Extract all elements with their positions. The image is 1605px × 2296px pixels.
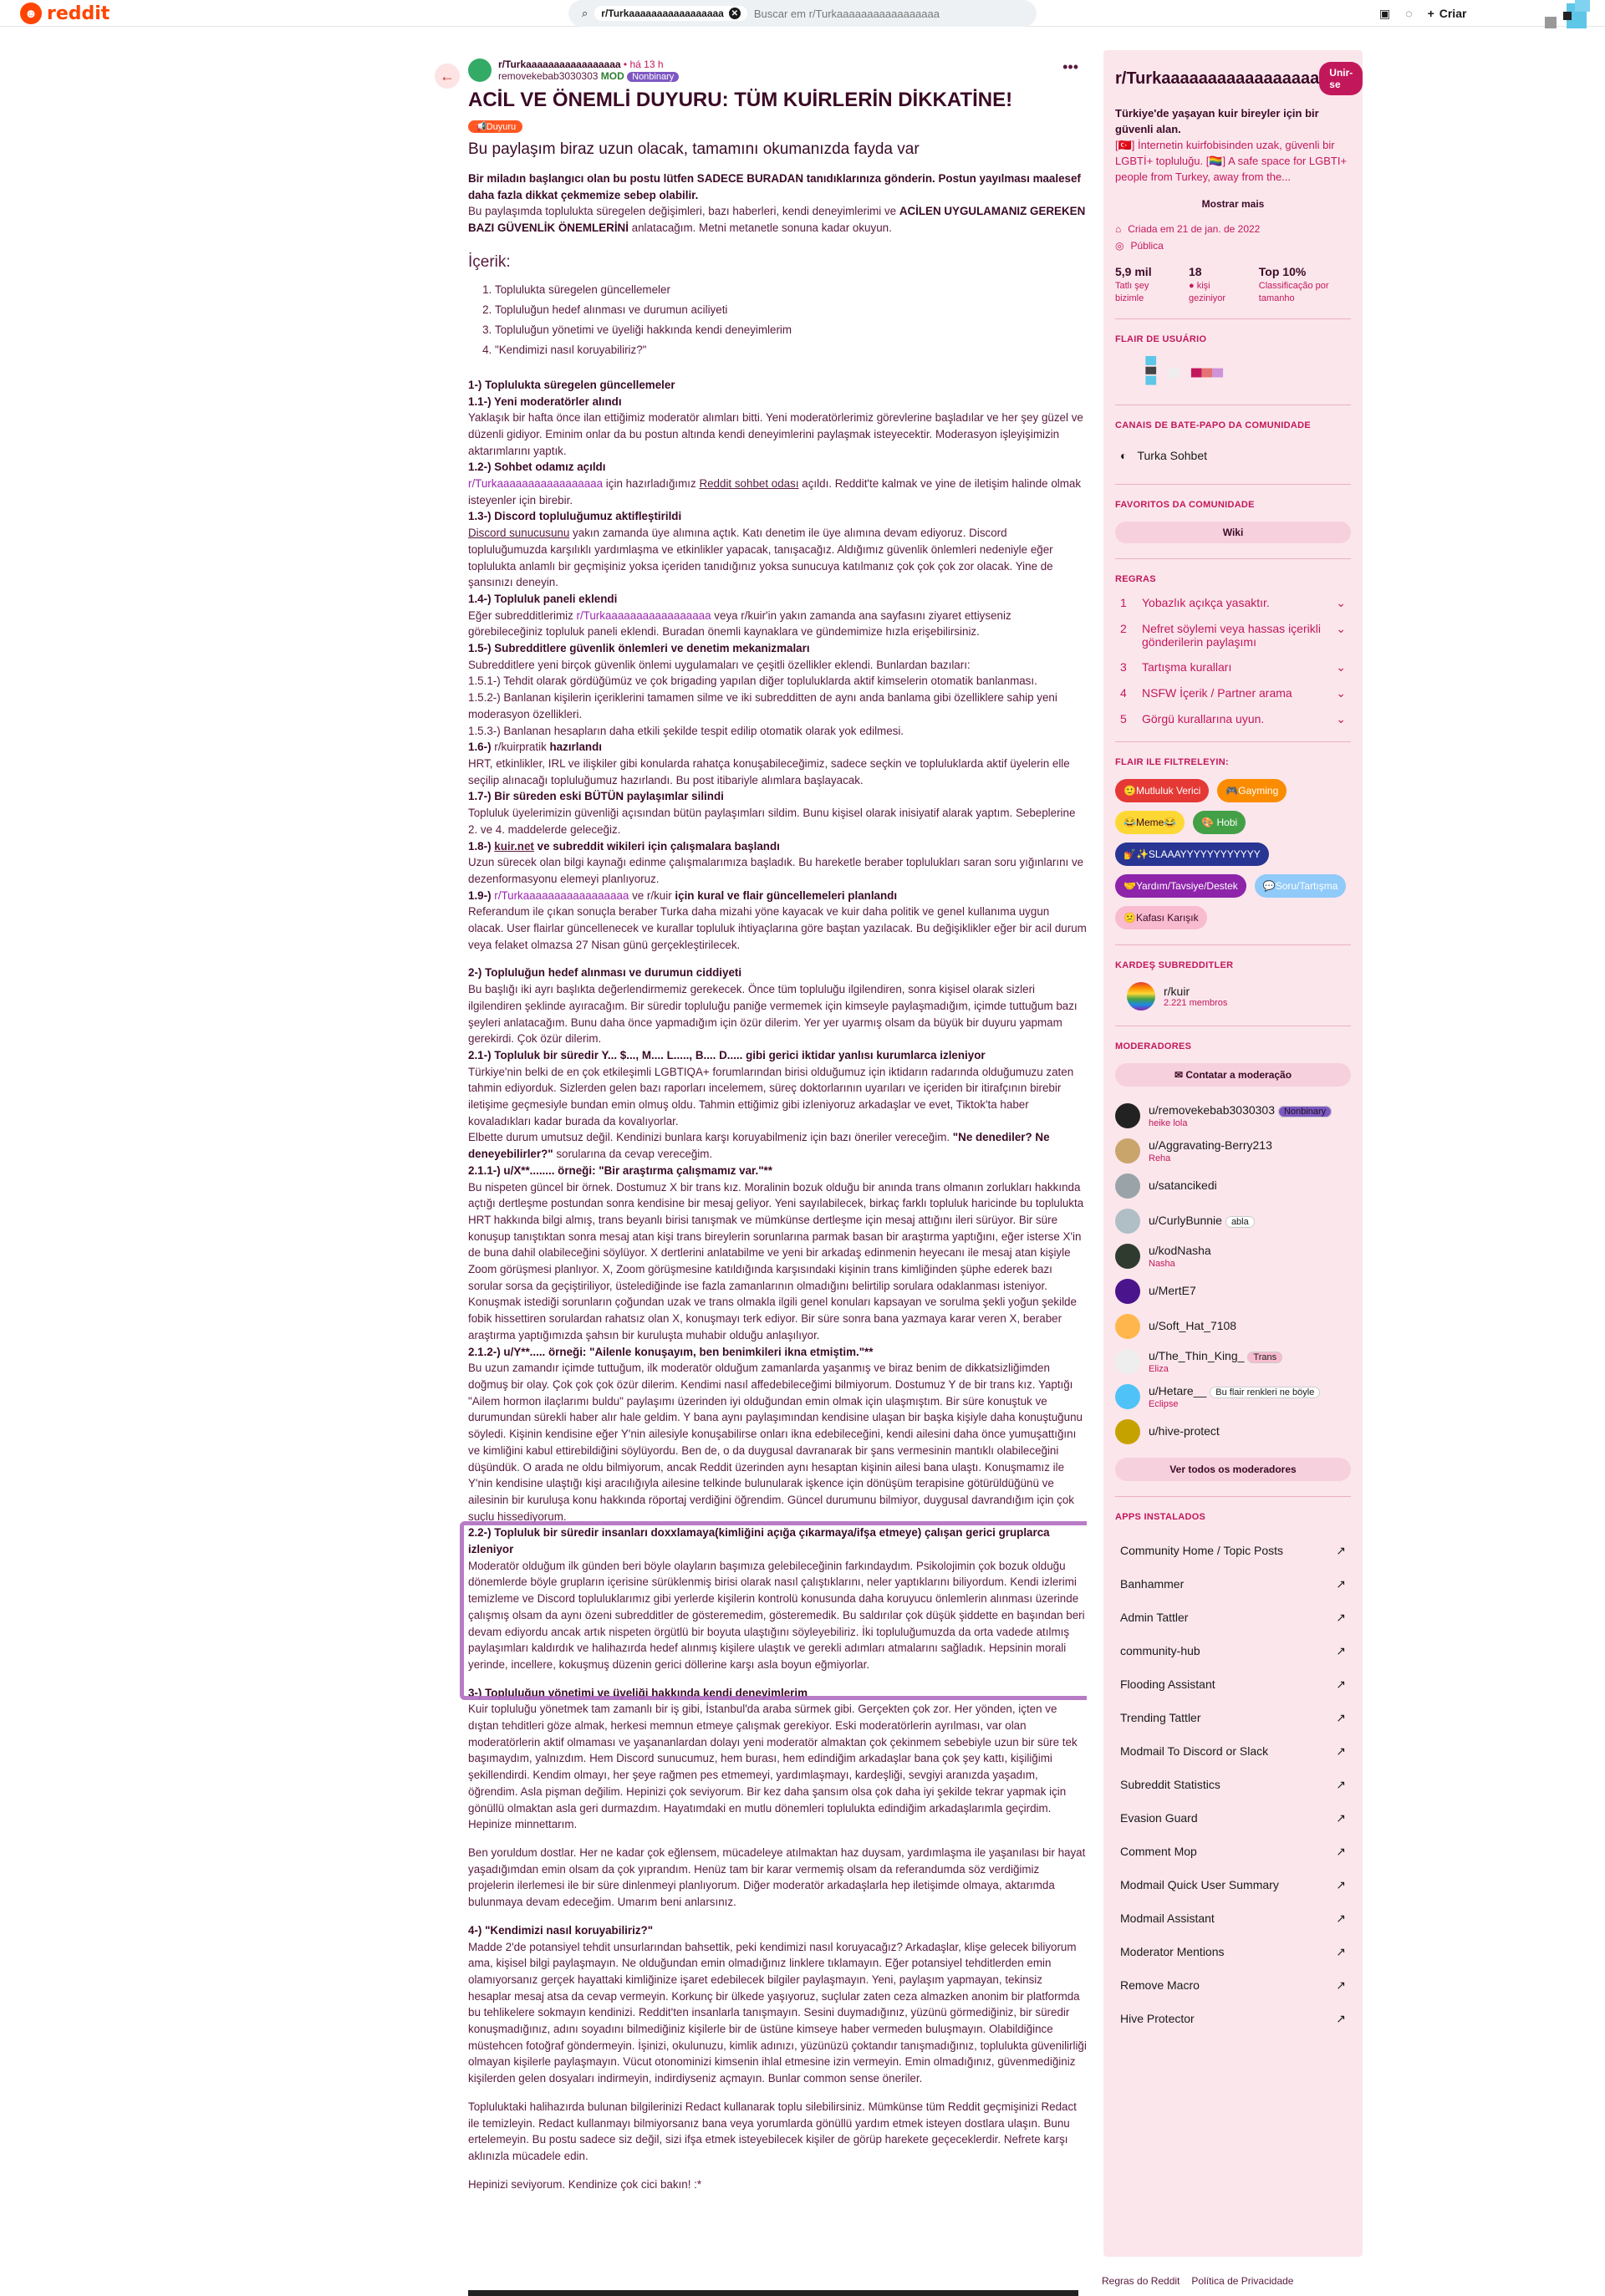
reddit-alien-icon: ☻ [20, 3, 42, 24]
section-text: 1.5.3-) Banlanan hesapların daha etkili şekilde tespit edilip otomatik olarak yok edilmesi. [468, 724, 904, 737]
stat-label: ● kişi geziniyor [1189, 281, 1226, 303]
installed-app-name: Flooding Assistant [1120, 1677, 1215, 1691]
section-text: Topluluktaki halihazırda bulunan bilgilerinizi Redact kullanarak toplu silebilirsiniz. Mümkünse tüm Reddit geçmişinizi Redact ile temizleyin. Redact kullanmayı bilmiyorsanız bana veya yorumlarda gönüllü yardım etmek isteyen dostlara ulaşın. Bunu ertelemeyin. Bu postu sadece siz değil, sizi ifşa etmek isteyebilecek kişiler de görüp harekete geçeceklerdir. Nefrete karşı aklınızla mücadele edin. [468, 2100, 1077, 2162]
section-text: açıldı. Reddit'te kalmak ve yine de iletişim halinde olmak isteyenler için birebir. [468, 477, 1082, 507]
chevron-down-icon: ⌄ [1336, 596, 1346, 609]
chat-channel-item[interactable] [1115, 442, 1351, 469]
moderator-name: u/removekebab3030303 [1149, 1103, 1276, 1117]
moderator-name: u/Hetare__ [1149, 1384, 1207, 1397]
external-link-icon: ↗ [1336, 1744, 1346, 1758]
installed-app-name: Moderator Mentions [1120, 1945, 1225, 1958]
sister-subreddit-name: r/kuir [1164, 985, 1190, 998]
community-name[interactable]: r/Turkaaaaaaaaaaaaaaaaa [1115, 69, 1320, 88]
intro-text: Bu paylaşımda toplulukta süregelen değişimleri, bazı haberleri, kendi deneyimlerimi ve [468, 205, 899, 218]
rule-text: Görgü kurallarına uyun. [1142, 712, 1265, 725]
stat-members [1115, 265, 1170, 303]
section-heading: 1.1-) Yeni moderatörler alındı [468, 395, 622, 408]
installed-app-name: community-hub [1120, 1644, 1200, 1657]
more-options-icon[interactable]: ••• [1062, 59, 1078, 75]
sister-subreddit-members: 2.221 membros [1164, 998, 1228, 1008]
chevron-down-icon: ⌄ [1336, 622, 1346, 635]
join-button[interactable]: Unir-se [1319, 62, 1363, 95]
reddit-rules-link[interactable]: Regras do Reddit [1102, 2275, 1180, 2287]
cake-icon: ⌂ [1115, 223, 1122, 235]
installed-app-name: Admin Tattler [1120, 1611, 1189, 1624]
moderator-item[interactable] [1115, 1414, 1351, 1449]
external-link-icon: ↗ [1336, 2011, 1346, 2025]
chevron-down-icon: ⌄ [1336, 712, 1346, 725]
search-input[interactable]: Buscar em r/Turkaaaaaaaaaaaaaaaaa [753, 7, 940, 20]
subreddit-link[interactable]: r/Turkaaaaaaaaaaaaaaaaa [576, 608, 711, 622]
section-text: için hazırladığımız [603, 477, 700, 491]
rules-heading: REGRAS [1115, 574, 1156, 584]
flair-filter-list [1115, 779, 1351, 929]
installed-app-name: Modmail Quick User Summary [1120, 1878, 1279, 1891]
chat-room-link[interactable]: Reddit sohbet odası [699, 477, 799, 491]
section-text: Topluluk üyelerimizin güvenliği açısından bütün paylaşımları sildim. Bunu kişisel olarak inisiyatif alarak yaptım. Sebeplerine 2. ve 4. maddelerde geleceğiz. [468, 807, 1076, 836]
privacy-policy-link[interactable]: Política de Privacidade [1191, 2275, 1294, 2287]
rule-number: 3 [1120, 660, 1127, 674]
search-bar[interactable] [568, 0, 1037, 27]
moderator-avatar [1115, 1103, 1140, 1128]
divider [1115, 558, 1351, 559]
stat-label: Tatlı şey bizimle [1115, 281, 1149, 303]
external-link-icon: ↗ [1336, 1777, 1346, 1791]
installed-apps-list [1115, 1534, 1351, 2035]
section-text: yakın zamanda üye alımına açtık. Katı denetim ile üye alımına devam ediyoruz. Discord topluluğumuzda karşılıklı yardımlaşma ve etkinlikler yapacak, tanışacağız. Aldığımız güvenlik önlemleri nedeniyle eğer toplulukta anlamlı bir geçmişiniz yoksa içeriden tanıdığınız yoksa sunucuya katılmanız çok çok çok zor olacak. Yine de şansınızı deneyin. [468, 527, 1053, 589]
moderator-avatar [1115, 1244, 1140, 1269]
plus-icon: + [1427, 7, 1434, 20]
rule-number: 4 [1120, 686, 1127, 700]
chevron-down-icon: ⌄ [1336, 660, 1346, 674]
top-header [0, 0, 1605, 27]
intro-emphasis: ACİLEN UYGULAMANIZ GEREKEN BAZI GÜVENLİK ÖNEMLERİNİ [468, 205, 1086, 235]
installed-app-item[interactable] [1120, 1901, 1346, 1935]
subreddit-icon [1127, 982, 1155, 1011]
flair-filter-chip[interactable]: 💅✨SLAAAYYYYYYYYYYYY [1115, 843, 1269, 866]
stat-label: Classificação por tamanho [1258, 281, 1329, 303]
installed-app-item[interactable] [1120, 1534, 1346, 1567]
installed-app-item[interactable] [1120, 1734, 1346, 1768]
section-heading: hazırlandı [546, 741, 603, 754]
toc-item: 1. Toplulukta süregelen güncellemeler [495, 280, 1087, 300]
section-text: HRT, etkinlikler, IRL ve ilişkiler gibi konularda rahatça konuşabileceğimiz, sadece seçkin ve topluluklarda aktif üyelerin elle seçilip alınacağı topluluğumuz hazırlandı. Bu post itibariyle alımlara başlayacak. [468, 756, 1070, 787]
section-heading: 1.6-) [468, 741, 495, 754]
close-icon[interactable]: ✕ [729, 8, 741, 19]
chat-channel-name: Turka Sohbet [1137, 449, 1207, 462]
post-time: • há 13 h [623, 59, 664, 70]
moderator-flair-text: heike lola [1149, 1118, 1188, 1128]
external-link-icon: ↗ [1336, 1877, 1346, 1891]
created-date-text: Criada em 21 de jan. de 2022 [1128, 223, 1261, 235]
section-heading: 1.8-) [468, 839, 495, 853]
installed-app-item[interactable] [1120, 1567, 1346, 1601]
moderator-name: u/satancikedi [1149, 1179, 1217, 1192]
subreddit-avatar[interactable] [468, 59, 492, 82]
external-link-icon: ↗ [1336, 1911, 1346, 1925]
external-link-icon: ↗ [1336, 1543, 1346, 1557]
toc-item: 2. Topluluğun hedef alınması ve durumun aciliyeti [495, 300, 1087, 320]
stat-value: 5,9 mil [1115, 265, 1152, 278]
rule-text: NSFW İçerik / Partner arama [1142, 686, 1292, 700]
sister-subreddit-item[interactable] [1127, 982, 1351, 1011]
installed-app-name: Modmail To Discord or Slack [1120, 1744, 1269, 1758]
contact-mods-button[interactable]: ✉ Contatar a moderação [1115, 1063, 1351, 1087]
installed-app-item[interactable] [1120, 1634, 1346, 1667]
section-heading: 1-) Toplulukta süregelen güncellemeler [468, 378, 675, 391]
moderator-flair-text: Nasha [1149, 1259, 1175, 1269]
section-heading: 1.5-) Subredditlere güvenlik önlemleri ve denetim mekanizmaları [468, 642, 810, 655]
rule-item[interactable] [1120, 686, 1346, 700]
moderator-flair-text: Eclipse [1149, 1399, 1179, 1409]
installed-apps-heading: APPS INSTALADOS [1115, 1512, 1206, 1522]
flair-filter-chip[interactable]: 🤝Yardım/Tavsiye/Destek [1115, 874, 1246, 898]
installed-app-item[interactable] [1120, 1835, 1346, 1868]
section-heading: 1.4-) Topluluk paneli eklendi [468, 592, 618, 605]
moderators-heading: MODERADORES [1115, 1041, 1192, 1051]
flair-filter-chip[interactable]: 💬Soru/Tartışma [1255, 874, 1347, 898]
subreddit-link[interactable]: r/Turkaaaaaaaaaaaaaaaaa [494, 888, 629, 902]
sister-subreddits-heading: KARDEŞ SUBREDDITLER [1115, 960, 1234, 970]
divider [1115, 318, 1351, 319]
divider [1115, 1496, 1351, 1497]
closing-text: Hepinizi seviyorum. Kendinize çok cici bakın! :* [468, 2177, 702, 2191]
divider [1115, 944, 1351, 945]
section-text: Bu nispeten güncel bir örnek. Dostumuz X bir trans kız. Moralinin bozuk olduğu bir anında trans olmanın zorlukları hakkında açtığı dertleşme postundan sonra kendisine bir mesaj geliyor. Yeni sayılabilecek, birkaç farklı topluluk haricinde bu toplulukta HRT hakkında bilgi almış, trans beyanlı birisi tanışmak ve mümkünse dertleşme için mesaj attığını ileri sürüyor. Bir süre konuşup tanıştıktan sonra mesaj atan kişi trans bireylerin sorunlarına parmak basan bir araştırma yaptığını, eğer isterse X'in de buna dahil olabileceğini söylüyor. X dertlerini anlatabilme ve yeni bir arkadaş edinmenin heyecanı ile mesaj atan kişiyle Zoom görüşmesi planlıyor. X, Zoom görüşmesine katıldığında karşısındaki kişinin trans kimliğinden şüphe ederek bazı sorular sorsa da geçiştiriliyor, üstelediğinde ise fazla zamanlarının olmadığını belirtilip sorulara odaklanması isteniyor. Konuşmak istediği sorunların çoğundan uzak ve trans olmakla ilgili genel konuları kapsayan ve sorulma şekli yoğun şekilde fobik hissettiren sorulardan rahatsız olan X, konuşmayı terk ediyor. Bir süre sonra bana yazmaya karar veren X, beraber araştırma yaptığımızda şahsın bir kuruluşta muhabir olduğu anlaşılıyor. [468, 1180, 1084, 1341]
external-link-icon: ↗ [1336, 1810, 1346, 1825]
section-heading: 1.7-) Bir süreden eski BÜTÜN paylaşımlar silindi [468, 790, 724, 803]
moderator-item[interactable] [1115, 1344, 1351, 1379]
installed-app-name: Banhammer [1120, 1577, 1185, 1591]
moderator-avatar [1115, 1314, 1140, 1339]
post-meta [468, 59, 1087, 82]
section-heading: 1.2-) Sohbet odamız açıldı [468, 461, 606, 474]
chevron-down-icon: ⌄ [1336, 686, 1346, 700]
installed-app-item[interactable] [1120, 1601, 1346, 1634]
flair-filter-heading: FLAIR ILE FILTRELEYIN: [1115, 757, 1229, 767]
rule-item[interactable] [1120, 660, 1346, 675]
kuir-net-link[interactable]: kuir.net [494, 839, 534, 853]
moderator-flair-badge: Bu flair renkleri ne böyle [1210, 1387, 1320, 1398]
stat-value: 18 [1189, 265, 1202, 278]
rule-text: Nefret söylemi veya hassas içerikli gönderilerin paylaşımı [1142, 622, 1321, 649]
section-heading: 4-) "Kendimizi nasıl koruyabiliriz?" [468, 1923, 654, 1937]
installed-app-item[interactable] [1120, 1667, 1346, 1701]
moderator-name: u/Soft_Hat_7108 [1149, 1319, 1237, 1332]
section-heading: 3-) Topluluğun yönetimi ve üyeliği hakkında kendi deneyimlerim [468, 1686, 808, 1699]
section-text: Bu uzun zamandır içimde tuttuğum, ilk moderatör olduğum zamanlarda yaşanmış ve biraz benim de dikkatsizliğimden doğmuş bir olay. Çok çok çok özür dilerim. Kendimi nasıl affedebileceğimi bilmiyorum. Dostumuz Y de bir trans kız. Yaptığı "Ailem hormon ilaçlarımı buldu" paylaşımı üzerinden iyi olduğundan emin olmak için ulaşmıştım. Bir süre konuştuk ve durumundan sürekli haber alır hale geldim. Y bana aynı paylaşımından kendisine ulaşan bir başka kişiyle daha konuştuğunu söyledi. Kişinin kendisine eğer Y'nin ailesiyle konuşabilirse onları ikna edebileceğini, kendi ailesini daha önce yumuşattığını ve kimliğini kabul ettirebildiğini söylüyordu. Ben de, o da duygusal davranarak bir şans vermesinin mantıklı olabileceğini düşündük. O arada ne oldu bilmiyorum, ancak Reddit üzerinden aynı hesaptan kişinin ailesi bana ulaştı. Konuşmamız ile Y'nin kendisine ulaştığı kişi aracılığıyla ailesine telkinde bulunularak işkence için dönüşüm terapisine götürüldüğünü ve ailesinin bir kuruluşa konu hakkında röportaj verdiğini öğrendim. Güncel durumunu bilmiyor, duygusal davrandığım için çok suçlu hissediyorum. [468, 1362, 1083, 1523]
flair-filter-chip[interactable]: 🎮Gayming [1217, 779, 1287, 802]
installed-app-item[interactable] [1120, 2002, 1346, 2035]
section-heading: için kural ve flair güncellemeleri planlandı [675, 888, 898, 902]
toc-title: İçerik: [468, 252, 511, 271]
toc-item: 3. Topluluğun yönetimi ve üyeliği hakkında kendi deneyimlerim [495, 320, 1087, 340]
chat-channels-heading: CANAIS DE BATE-PAPO DA COMUNIDADE [1115, 420, 1311, 430]
moderator-item[interactable] [1115, 1133, 1351, 1168]
moderator-name: u/CurlyBunnie [1149, 1214, 1222, 1227]
visibility [1115, 240, 1351, 252]
post-body [468, 171, 1087, 2192]
installed-app-item[interactable] [1120, 1768, 1346, 1801]
rule-number: 2 [1120, 622, 1127, 635]
post-area [426, 50, 1087, 2296]
divider [1115, 484, 1351, 485]
kuirpratik-link[interactable]: r/kuirpratik [494, 741, 547, 754]
section-heading: 2.1-) Topluluk bir süredir Y... $..., M.... L....., B.... D..... gibi gerici iktidar yanlısı kurumlarca izleniyor [468, 1048, 986, 1061]
section-text: Eğer subredditlerimiz [468, 608, 577, 622]
chat-bubble-icon: ◐ [1120, 449, 1128, 462]
rule-item[interactable] [1120, 712, 1346, 726]
external-link-icon: ↗ [1336, 1677, 1346, 1691]
moderator-avatar [1115, 1419, 1140, 1444]
installed-app-item[interactable] [1120, 1868, 1346, 1901]
section-text: Kuir topluluğu yönetmek tam zamanlı bir iş gibi, İstanbul'da araba sürmek gibi. Gerçekten çok zor. Her yönden, içten ve dıştan tehditleri göze almak, herkesi memnun etmeye çalışmak gerekiyor. Eski moderatörlerin ayrılması, var olan moderatörlerin aktif olmaması ve yaşananlardan dolayı yeni moderatör almaktan çok çekinmem sebebiyle uzun bir süre tek başımaydım, yalnızdım. Hem Discord sunucumuz, hem burası, hem edindiğim arkadaşlar bana çok şey kattı, kişiliğimi şekillendirdi. Kendim olmayı, her şeye rağmen pes etmemeyi, yardımlaşmayı, kardeşliği, sevgiyi aranızda yaşadım, öğrendim. Asla pişman değilim. Hepinizi çok seviyorum. Bir kez daha şansım olsa çok daha iyi şekilde tekrar yapmak için gönüllü olmaktan asla geri durmazdım. Hayatımdaki en mutlu dönemleri toplulukta edindiğim arkadaşlarımla geçirdim. Hepinize minnettarım. [468, 1703, 1078, 1831]
installed-app-name: Trending Tattler [1120, 1711, 1201, 1724]
rule-number: 5 [1120, 712, 1127, 725]
moderator-name: u/The_Thin_King_ [1149, 1349, 1245, 1362]
visibility-text: Pública [1130, 240, 1164, 252]
rule-item[interactable] [1120, 622, 1346, 649]
section-heading: 2.1.1-) u/X**........ örneği: "Bir araştırma çalışmamız var."** [468, 1163, 772, 1177]
rule-text: Yobazlık açıkça yasaktır. [1142, 596, 1270, 609]
back-arrow-icon[interactable]: ← [435, 64, 460, 89]
section-heading: ve subreddit wikileri için çalışmalara başlandı [533, 839, 780, 853]
see-all-mods-button[interactable]: Ver todos os moderadores [1115, 1458, 1351, 1481]
community-sidebar [1103, 50, 1363, 2257]
section-text: sorularına da cevap vereceğim. [553, 1148, 713, 1161]
installed-app-name: Comment Mop [1120, 1845, 1197, 1858]
contact-mods-label: Contatar a moderação [1185, 1069, 1292, 1081]
reddit-logo[interactable] [20, 3, 110, 24]
installed-app-name: Evasion Guard [1120, 1811, 1198, 1825]
section-text: Uzun sürecek olan bilgi kaynağı edinme çalışmalarımıza başladık. Bu hareketle beraber toplulukları saran soru yığınlarını ve dezenformasyonu elemeyi planlıyoruz. [468, 856, 1084, 885]
section-text: Moderatör olduğum ilk günden beri böyle olayların başımıza gelebileceğinin farkındaydım. Psikolojimin çok bozuk olduğu dönemlerde böyle grupların içerisine sürüklenmiş birisi olarak nasıl çalıştıklarını, neler yaptıklarını biliyordum. Kendi izlerimi temizleme ve Discord topluluklarımız gibi yerlerde kişilerin kontrolü konusunda daha koruyucu önlemlerin alınması üzerinde çalışmış olsam da aynı özeni subredditler de gösteremedim, gösteremedik. Bu saldırılar çok düşük şiddette en başından beri devam ediyordu ancak artık nispeten örgütlü bir boyuta ulaştığını söyleyebiliriz. İki topluluğumuzda da orta vadede atılmış paylaşımları kaldırdık ve halihazırda hedef alınmış kişilere ulaştık ve gerekli adımları atmalarını sağladık. Hepsinin morali yerinde, incellere, kokuşmuş düzenin gerici döllerine karşı asla boyun eğmiyorlar. [468, 1559, 1085, 1671]
installed-app-name: Hive Protector [1120, 2012, 1195, 2025]
header-actions [1379, 0, 1466, 27]
moderator-item[interactable] [1115, 1204, 1351, 1239]
footer-links [1102, 2275, 1293, 2287]
section-text: Referandum ile çıkan sonuçla beraber Turka daha mizahi yöne kayacak ve kuir daha politik ve genel kullanıma uygun olacak. User flairlar güncellenecek ve kurallar topluluk ihtiyaçlarına göre baştan yazılacak. Bu değişiklikler eğer bir acil durum veya felaket olmazsa 27 Nisan günü gerçekleştirilecek. [468, 905, 1087, 951]
search-icon: ⌕ [582, 7, 588, 19]
post-subreddit-link[interactable]: r/Turkaaaaaaaaaaaaaaaaa [498, 59, 621, 70]
section-text: Türkiye'nin belki de en çok etkileşimli LGBTIQA+ forumlarından birisi olduğumuz için iktidarın radarında olduğumuzu zaten tahmin ediyorduk. Sizlerden gelen bazı raporları incelemem, süreç doktorlarının uyarıları ve içeriden bir itirafçının birebir iletişime geçmesiyle bundan emin olmuş oldu. Tahmin ettiğimiz gibi izleniyoruz arkadaşlar ve evet, Tiktok'ta haber kovaladıkları kadar burada da kovalıyorlar. [468, 1065, 1074, 1128]
installed-app-item[interactable] [1120, 1968, 1346, 2002]
flair-filter-chip[interactable]: 😂Meme😂 [1115, 811, 1185, 834]
mod-label: MOD [600, 70, 624, 82]
installed-app-name: Remove Macro [1120, 1978, 1200, 1992]
divider [1115, 741, 1351, 742]
moderator-avatar [1115, 1384, 1140, 1409]
installed-app-name: Community Home / Topic Posts [1120, 1544, 1284, 1557]
post [468, 59, 1087, 2192]
moderator-flair-text: Reha [1149, 1153, 1171, 1163]
section-heading: 2-) Topluluğun hedef alınması ve durumun ciddiyeti [468, 966, 742, 980]
section-emphasis: "Ne denediler? Ne deneyebilirler?" [468, 1131, 1050, 1161]
create-button[interactable] [1428, 7, 1467, 20]
external-link-icon: ↗ [1336, 1710, 1346, 1724]
section-heading: 2.2-) Topluluk bir süredir insanları doxxlamaya(kimliğini açığa çıkarmaya/ifşa etmeye) çalışan gerici gruplarca izleniyor [468, 1526, 1050, 1556]
moderator-flair-badge: Trans [1247, 1352, 1282, 1363]
moderator-item[interactable] [1115, 1098, 1351, 1133]
section-heading: 1.3-) Discord topluluğumuz aktifleştirildi [468, 510, 682, 523]
moderator-avatar [1115, 1138, 1140, 1163]
section-text: 1.5.2-) Banlanan kişilerin içeriklerini tamamen silme ve iki subredditten de aynı anda banlama gibi özelliklere sahip yeni moderasyon özellikleri. [468, 691, 1057, 720]
moderator-list [1115, 1098, 1351, 1449]
moderator-item[interactable] [1115, 1274, 1351, 1309]
moderator-flair-badge: Nonbinary [1278, 1106, 1332, 1117]
show-more-button[interactable]: Mostrar mais [1201, 198, 1265, 210]
chat-icon[interactable]: ◌ [1405, 7, 1413, 20]
moderator-item[interactable] [1115, 1168, 1351, 1204]
community-tagline: Türkiye'de yaşayan kuir bireyler için bir güvenli alan. [1115, 107, 1319, 135]
intro-text-end: anlatacağım. Metni metanetle sonuna kadar okuyun. [628, 221, 892, 235]
moderator-name: u/MertE7 [1149, 1284, 1196, 1297]
search-chip-label: r/Turkaaaaaaaaaaaaaaaaa [601, 8, 724, 19]
flair-filter-chip[interactable]: 😕Kafası Karışık [1115, 906, 1207, 929]
moderator-name: u/kodNasha [1149, 1244, 1211, 1257]
created-date [1115, 223, 1351, 235]
installed-app-name: Subreddit Statistics [1120, 1778, 1220, 1791]
user-avatar[interactable] [1538, 0, 1597, 32]
installed-app-item[interactable] [1120, 1801, 1346, 1835]
section-text: Madde 2'de potansiyel tehdit unsurlarından bahsettik, peki kendimizi nasıl koruyacağız? Arkadaşlar, klişe gelecek biliyorum ama, kişisel bilgi paylaşmayın. Ne olduğundan emin olmadığınız linklere tıklamayın. Eğer potansiyel tehditlerden emin olamıyorsanız gerçek hayattaki kimliğinize işaret edebilecek bilgiler paylaşmayın. Yeni, paylaşım yapmayan, tekinsiz hesaplar mesaj atsa da cevap vermeyin. Korkunç bir ülkede yaşıyoruz, suçlular zaten ceza almazken anonim bir platformda bu tehlikelere sokmayın kendinizi. Reddit'ten insanlarla tanışmayın. Sesini duymadığınız, yüzünü görmediğiniz, bir süredir konuşmadığınız, adını soyadını bilmediğiniz kişilerle bir de üstüne kimseye haber vermeden buluşmayın. Olabildiğince müstehcen fotoğraf göndermeyin. İşinizi, okulunuzu, kimlik adınızı, yüzünüzü çoktandır tanışmadığınız, toplulukta güvenilirliği olmayan kişilerle paylaşmayın. Vücut otonominizi kimsenin ihlal etmesine izin vermeyin. Emin olmadığınız, güvenmediğiniz kişilerden gelen dosyaları indirmeyin, indirdiyseniz açmayın. Bunlar common sense öneriler. [468, 1940, 1087, 2085]
rule-number: 1 [1120, 596, 1127, 609]
moderator-name: u/hive-protect [1149, 1424, 1220, 1438]
moderator-avatar [1115, 1173, 1140, 1199]
stat-value: Top 10% [1258, 265, 1307, 278]
moderator-name: u/Aggravating-Berry213 [1149, 1138, 1272, 1152]
section-text: 1.5.1-) Tehdit olarak gördüğümüz ve çok brigading yapılan diğer topluluklarda aktif kimselerin otomatik banlanması. [468, 675, 1037, 688]
installed-app-name: Modmail Assistant [1120, 1912, 1215, 1925]
create-label: Criar [1439, 7, 1467, 20]
external-link-icon: ↗ [1336, 1576, 1346, 1591]
moderator-item[interactable] [1115, 1309, 1351, 1344]
external-link-icon: ↗ [1336, 1944, 1346, 1958]
intro-bold: Bir miladın başlangıcı olan bu postu lütfen SADECE BURADAN tanıdıklarınıza gönderin. Postun yayılması maalesef daha fazla dikkat çekmemize sebep olabilir. [468, 172, 1081, 201]
flair-filter-chip[interactable]: 🙂Mutluluk Verici [1115, 779, 1209, 802]
highlighted-section [468, 1525, 1087, 1672]
external-link-icon: ↗ [1336, 1610, 1346, 1624]
moderator-avatar [1115, 1349, 1140, 1374]
post-flair[interactable]: 📢Duyuru [468, 120, 522, 133]
community-stats [1115, 265, 1351, 303]
advertise-icon[interactable]: ▣ [1379, 6, 1391, 20]
wiki-button[interactable]: Wiki [1115, 522, 1351, 543]
stat-online [1189, 265, 1241, 303]
search-scope-chip[interactable] [594, 6, 747, 21]
section-text: Subredditlere yeni birçok güvenlik önlemi uygulamaları ve çeşitli özellikler eklendi. Bunlardan bazıları: [468, 658, 971, 671]
moderator-avatar [1115, 1209, 1140, 1234]
user-flair-preview[interactable] [1140, 356, 1257, 389]
section-text: Bu başlığı iki ayrı başlıkta değerlendirmemiz gerekecek. Önce tüm topluluğu ilgilendiren, sonra kişisel olarak sizleri ilgilendiren şeklinde ayıracağım. Bir süredir topluluğu paniğe vermemek için kimseyle paylaşmadığım, içimde tuttuğum bazı şeyleri anlatacağım. Bunu daha önce yapmadığım için özür dilerim. Yer yer uyarmış olsam da büyük bir duyuru yapmam gerekirdi. Çok özür dilerim. [468, 983, 1078, 1046]
external-link-icon: ↗ [1336, 1978, 1346, 1992]
section-text: Elbette durum umutsuz değil. Kendinizi bunlara karşı koruyabilmeniz için bazı öneriler vereceğim. [468, 1131, 953, 1144]
rule-item[interactable] [1120, 596, 1346, 610]
globe-icon: ◎ [1115, 240, 1124, 252]
installed-app-item[interactable] [1120, 1701, 1346, 1734]
community-header [1115, 62, 1351, 95]
subreddit-link[interactable]: r/Turkaaaaaaaaaaaaaaaaa [468, 477, 604, 491]
user-flair-heading: FLAIR DE USUÁRIO [1115, 334, 1207, 344]
moderator-avatar [1115, 1279, 1140, 1304]
section-heading: ve r/kuir [629, 888, 675, 902]
image-strip [468, 2290, 1078, 2296]
stat-rank[interactable] [1259, 265, 1351, 303]
community-description: [🇹🇷] İnternetin kuirfobisinden uzak, güvenli bir LGBTİ+ topluluğu. [🏳️‍🌈] A safe space for LGBTI+ people from Turkey, away from the... [1115, 139, 1348, 183]
section-text: veya r/kuir'in yakın zamanda ana sayfasını ziyaret ettiyseniz görebileceğiniz topluluk paneli eklendi. Buradan önemli kaynaklara ve gündemimize hızla erişebilirsiniz. [468, 608, 1011, 639]
toc-item: 4. "Kendimizi nasıl koruyabiliriz?" [495, 340, 1087, 360]
section-text: Yaklaşık bir hafta önce ilan ettiğimiz moderatör alımları bitti. Yeni moderatörlerimiz görevlerine başladılar ve her şey güzel ve düzenli gidiyor. Eminim onlar da bu postun altında kendi deneyimlerini paylaşmak isteyecektir. Moderasyon işleyişimizin aktarımlarını yaptık. [468, 411, 1083, 457]
moderator-flair-badge: abla [1225, 1216, 1255, 1228]
section-heading: 2.1.2-) u/Y**..... örneği: "Ailenle konuşayım, ben benimkileri ikna etmiştim."** [468, 1345, 874, 1358]
favorites-heading: FAVORITOS DA COMUNIDADE [1115, 500, 1255, 510]
moderator-flair-text: Eliza [1149, 1364, 1169, 1374]
moderator-item[interactable] [1115, 1239, 1351, 1274]
post-subtitle: Bu paylaşım biraz uzun olacak, tamamını okumanızda fayda var [468, 140, 920, 158]
toc-list [468, 280, 1087, 360]
author-flair: Nonbinary [627, 72, 679, 82]
installed-app-item[interactable] [1120, 1935, 1346, 1968]
flair-filter-chip[interactable]: 🎨 Hobi [1193, 811, 1246, 834]
post-author-link[interactable]: removekebab3030303 [498, 70, 599, 82]
moderator-item[interactable] [1115, 1379, 1351, 1414]
section-text: Ben yoruldum dostlar. Her ne kadar çok eğlensem, mücadeleye atılmaktan haz duysam, yardımlaşma ile yaşanılası bir hayat yaşadığımdan emin olsam da çok yıprandım. Henüz tam bir karar vermemiş olsam da referandumda söz verdiğimiz projelerin ilerlemesi ile bir süre dinlenmeyi planlıyorum. Diğer moderatör arkadaşlarla hep iletişimde olmaya, aktarımda bulunmaya devam edeceğim. Umarım beni anlarsınız. [468, 1845, 1086, 1909]
rule-text: Tartışma kuralları [1142, 660, 1232, 674]
external-link-icon: ↗ [1336, 1643, 1346, 1657]
post-title: ACİL VE ÖNEMLİ DUYURU: TÜM KUİRLERİN DİKKATİNE! [468, 89, 1013, 111]
section-heading: 1.9-) [468, 888, 495, 902]
external-link-icon: ↗ [1336, 1844, 1346, 1858]
reddit-wordmark: reddit [47, 3, 110, 24]
discord-link[interactable]: Discord sunucusunu [468, 527, 570, 540]
